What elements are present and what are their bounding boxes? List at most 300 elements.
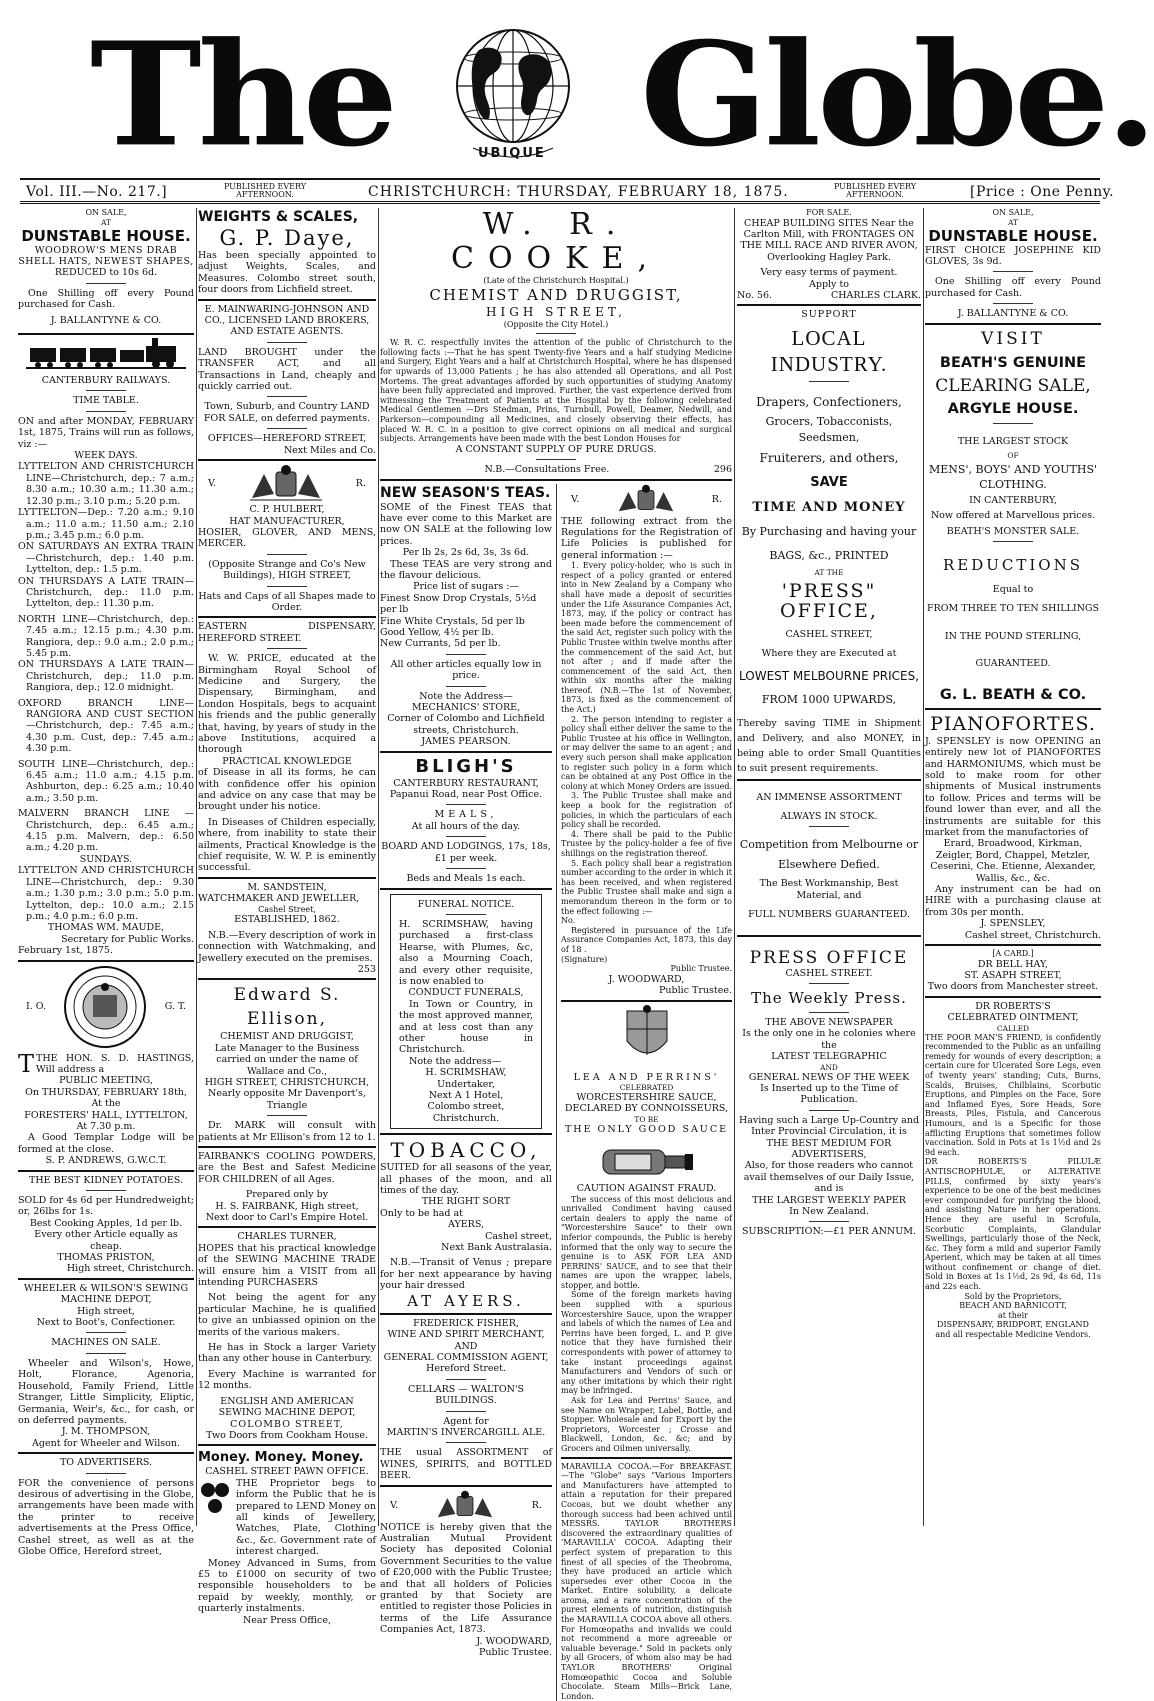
hire-terms: Any instrument can be had on HIRE with a purchasing clause at from 30s per month.: [925, 883, 1101, 918]
dunstable-house-heading: DUNSTABLE HOUSE.: [21, 226, 191, 245]
sandstein-name: M. SANDSTEIN,: [247, 881, 327, 893]
maude-date: February 1st, 1875.: [18, 945, 113, 957]
proprietor-text: THE Proprietor begs to inform the Public that he is prepared to LEND Money on all kinds of Jewellery, Watches, Plate, Clothing &c., &c. Government rate of interest charged.: [236, 1477, 376, 1558]
sugar-4: New Currants, 5d per lb.: [380, 638, 501, 650]
price-text: W. W. PRICE, educated at the Birmingham Royal School of Medicine and Surgery, the Dispensary, Birmingham, and London Hospitals, begs to acquaint his friends and the public generally that, having, by years of study in the above Institutions, acquired a thorough: [198, 653, 376, 756]
foresters-hall: FORESTERS' HALL, LYTTELTON,: [24, 1109, 188, 1121]
beaths-genuine: BEATH'S GENUINE: [939, 354, 1087, 371]
teas-text: SOME of the Finest TEAS that have ever come to this Market are now ON SALE at the following low prices.: [380, 501, 552, 547]
next-bank: Next Bank Australasia.: [441, 1242, 552, 1254]
spensley-address: Cashel street, Christchurch.: [964, 929, 1101, 941]
card-label: [A CARD.]: [992, 949, 1034, 958]
in-new-zealand: In New Zealand.: [789, 1206, 869, 1217]
sugars-heading: Price list of sugars :—: [413, 581, 519, 593]
tobacco-text: SUITED for all seasons of the year, all phases of the moon, and all times of the day.: [380, 1162, 552, 1197]
column-rule: [734, 208, 735, 1526]
column-4: [737, 208, 921, 1526]
note-address-2: Note the address—: [409, 1055, 502, 1067]
only-had: Only to be had at: [380, 1207, 463, 1219]
local-industry: LOCAL INDUSTRY.: [770, 325, 888, 376]
offices: OFFICES—HEREFORD STREET,: [207, 433, 367, 445]
marvellous-prices: Now offered at Marvellous prices.: [930, 510, 1096, 522]
at-the: AT THE: [814, 567, 844, 577]
cooke-text: W. R. C. respectfully invites the attention of the public of Christchurch to the following facts :—That he has spent Twenty-five Years and a half studying Medicine and Surgery, Eight Years and a half at Christchurch Hospital, where he has dispensed for upwards of 13,000 Patients ; he has also attended all Operations, and all Post Mortems. The great advantages afforded by such opportunities of studying Anatomy have been fully appreciated and improved. Further, the vast experience derived from witnessing the Treatment of Patients at the Hospital by the following celebrated Medical Gentlemen —Drs Stedman, Prins, Turnbull, Powell, Deamer, Nedwill, and Parkerson—compounding all Medicines, and closely observing their effects, has placed W. R. C. in a position to give correct opinions on all medical and surgical subjects. Arrangements have been made with the best London Houses for: [380, 338, 732, 444]
conduct-funerals: CONDUCT FUNERALS,: [408, 987, 524, 999]
royal-arms-icon: [611, 484, 681, 516]
other-articles: Every other Article equally as cheap.: [34, 1229, 178, 1252]
regulation-1: 1. Every policy-holder, who is such in respect of a policy granted or entered into in New Zealand by a Company who shall have made a deposit of securities under the Life Assurance Companies Act, 1873, may, if the policy or contract has been made before the commencement of the said Act, register such policy with the Public Trustee within twelve months after the commencement of the said Act, but not after ; and if made after the commencement of the said Act, then within six months after the making thereof. (N.B.—The 1st of November, 1873, is fixed as the commencement of the Act.): [561, 561, 732, 715]
land-text: LAND BROUGHT under the TRANSFER ACT, and all Transactions in Land, cheaply and quickly carried out.: [198, 346, 376, 393]
called: CALLED: [996, 1023, 1030, 1033]
reg-no: No.: [561, 916, 576, 926]
woodward-signature: J. WOODWARD,: [476, 1635, 552, 1647]
cooke-heading: W. R. COOKE,: [451, 207, 661, 276]
wine-spirit: WINE AND SPIRIT MERCHANT, AND: [387, 1329, 545, 1352]
iogt-right: G. T.: [164, 1000, 186, 1012]
cashel-street: Cashel Street,: [258, 904, 316, 914]
easy-terms: Very easy terms of payment.: [760, 267, 898, 279]
tobacco-heading: TOBACCO,: [390, 1138, 542, 1163]
hulbert-name: C. P. HULBERT,: [249, 504, 325, 516]
next-a1-hotel: Next A 1 Hotel,: [428, 1090, 504, 1101]
turner-name: CHARLES TURNER,: [237, 1231, 337, 1243]
daye-name: G. P. Daye,: [219, 226, 355, 250]
column-rule: [923, 208, 924, 1526]
lyttelton-dep: LYTTELTON—Dep.: 7.20 a.m.; 9.10 a.m.; 11.0 a.m.; 11.50 a.m.; 2.10 p.m.; 3.45 p.m.; 6.0 p.m.: [18, 507, 194, 541]
immense-assortment: AN IMMENSE ASSORTMENT: [756, 791, 902, 803]
above-newspaper: THE ABOVE NEWSPAPER: [765, 1016, 893, 1028]
templar-seal-icon: [63, 965, 147, 1049]
three-to-ten: FROM THREE TO TEN SHILLINGS: [926, 603, 1100, 615]
railways-heading: CANTERBURY RAILWAYS.: [41, 375, 171, 387]
manchester-street: Two doors from Manchester street.: [927, 981, 1099, 993]
thereby-saving: Thereby saving TIME in Shipment and Delivery, and also MONEY, in being able to order Small Quantities to suit present requirements.: [737, 717, 921, 774]
competition: Competition from Melbourne or: [739, 838, 919, 852]
bligh-heading: BLIGH'S: [415, 755, 517, 777]
chemist-druggist: CHEMIST AND DRUGGIST,: [429, 285, 683, 304]
sold-by: Sold by the Proprietors,: [964, 1291, 1062, 1301]
english-american: ENGLISH AND AMERICAN SEWING MACHINE DEPOT,: [218, 1395, 356, 1419]
town-land: Town, Suburb, and Country LAND FOR SALE, on deferred payments.: [203, 401, 371, 424]
dispensary: DISPENSARY, BRIDPORT, ENGLAND: [937, 1320, 1089, 1330]
masthead: [0, 0, 1154, 179]
best-medium: THE BEST MEDIUM FOR ADVERTISERS,: [766, 1137, 892, 1160]
in-canterbury: IN CANTERBURY,: [969, 494, 1057, 506]
at-label: AT: [101, 217, 111, 227]
dr-bell-hay: DR BELL HAY,: [977, 958, 1049, 970]
price: [Price : One Penny.: [970, 184, 1115, 200]
celebrated-ointment: CELEBRATED OINTMENT,: [947, 1012, 1079, 1024]
divider: [86, 283, 126, 284]
scrimshaw-text: H. SCRIMSHAW, having purchased a first-class Hearse, with Plumes, &c, also a Mourning Coach, and every other requisite, is now enabled to: [399, 918, 533, 987]
elsewhere-defied: Elsewhere Defied.: [778, 857, 880, 871]
dateline: [20, 178, 1115, 204]
hosier: HOSIER, GLOVER, AND MENS, MERCER.: [198, 526, 376, 550]
to-be: TO BE: [634, 1114, 659, 1124]
public-trustee-2: Public Trustee.: [670, 964, 732, 974]
sundays-heading: SUNDAYS.: [79, 853, 133, 865]
volume-number: Vol. III.—No. 217.]: [26, 184, 168, 200]
on-sale-label-2: ON SALE,: [992, 208, 1034, 217]
warranted: Every Machine is warranted for 12 months.: [198, 1368, 376, 1392]
clothing: CLOTHING.: [979, 478, 1047, 492]
pianofortes-heading: PIANOFORTES.: [930, 712, 1096, 735]
vr3-v: V.: [571, 493, 580, 505]
of-label: OF: [1007, 451, 1019, 461]
dr-mark: Dr. MARK will consult with patients at Mr Ellison's from 12 to 1.: [198, 1120, 376, 1143]
lowest-prices: LOWEST MELBOURNE PRICES,: [739, 668, 919, 683]
late-manager: Late Manager to the Business carried on under the name of Wallace and Co.,: [214, 1042, 360, 1077]
vr3-r: R.: [711, 493, 722, 505]
by-purchasing: By Purchasing and having your: [741, 524, 917, 538]
subscription: SUBSCRIPTION:—£1 PER ANNUM.: [742, 1226, 916, 1238]
registered-form: Registered in pursuance of the Life Assurance Companies Act, 1873, this day of 18 .: [561, 925, 732, 954]
lea-perrins-crest-icon: [617, 1005, 677, 1069]
royal-arms-row: [198, 464, 376, 504]
hereford-street: Hereford Street.: [426, 1363, 506, 1375]
high-street: High street,: [77, 1305, 135, 1317]
masthead-motto: UBIQUE: [478, 146, 546, 161]
press-office: 'PRESS" OFFICE,: [780, 579, 878, 622]
lea-perrins: LEA AND PERRINS': [573, 1071, 720, 1083]
masthead-title-right: Globe.: [640, 11, 1154, 179]
reduced-price: REDUCED to 10s 6d.: [54, 267, 158, 279]
colombo-chch: Colombo street, Christchurch.: [427, 1101, 505, 1124]
argyle-house: ARGYLE HOUSE.: [947, 400, 1079, 417]
only-one: Is the only one in he colonies where the: [742, 1028, 916, 1051]
timetable-intro: ON and after MONDAY, FEBRUARY 1st, 1875, Trains will run as follows, viz :—: [18, 415, 194, 450]
reductions: REDUCTIONS: [942, 556, 1084, 575]
ballantyne-signature: J. BALLANTYNE & CO.: [50, 314, 162, 326]
cashel-street-2: CASHEL STREET.: [785, 967, 873, 979]
ballantyne-2: J. BALLANTYNE & CO.: [957, 308, 1069, 320]
colombo-street: COLOMBO STREET,: [230, 1418, 344, 1430]
foreign-markets: Some of the foreign markets having been supplied with a spurious Worcestershire Sauce, upon the wrapper and labels of which the names of Lea and Perrins have been forged, L. and P. give notice that they have furnished their correspondents with power of attorney to take instant proceedings against Manufacturers and Vendors of such or any other imitations by which their right may be infringed.: [561, 1290, 732, 1396]
support: SUPPORT: [801, 309, 857, 321]
amp-notice: NOTICE is hereby given that the Australian Mutual Provident Society has deposited Colonial Government Securities to the value of £20,000 with the Public Trustee; and that all holders of Policies granted by that Society are entitled to register those Policies in terms of the Life Assurance Companies Act, 1873.: [380, 1521, 552, 1636]
thursdays-train-north: ON THURSDAYS A LATE TRAIN—Christchurch, dep.; 11.0 p.m. Rangiora, dep.; 12.0 midnight.: [18, 659, 194, 694]
pawn-balls-icon: [198, 1478, 232, 1518]
sauce-bottle-icon: [597, 1138, 697, 1180]
column-3-left: [380, 484, 556, 1701]
thursdays-train: ON THURSDAYS A LATE TRAIN—Christchurch, dep.: 11.0 p.m. Lyttelton, dep.: 11.30 p.m.: [18, 575, 194, 610]
usual-assortment: THE usual ASSORTMENT of WINES, SPIRITS, and BOTTLED BEER.: [380, 1447, 552, 1482]
latest-telegraphic: LATEST TELEGRAPHIC: [771, 1051, 887, 1063]
regulation-3: 3. The Public Trustee shall make and keep a book for the registration of policies, in which the particulars of each policy shall be recorded.: [561, 791, 732, 830]
guaranteed: GUARANTEED.: [975, 658, 1051, 670]
practical-knowledge: PRACTICAL KNOWLEDGE: [222, 755, 352, 767]
regulation-2: 2. The person intending to register a policy shall either deliver the same to the Public Trustee at his office in Wellington, or may deliver the same to an agent ; and every such person shall make application to register such policy in a form which can be obtained at any Post Office in the colony at which Money Orders are issued.: [561, 714, 733, 791]
pound-sterling: IN THE POUND STERLING,: [944, 630, 1082, 642]
city-date: CHRISTCHURCH: THURSDAY, FEBRUARY 18, 1875.: [368, 184, 789, 200]
ellison-name: Edward S. Ellison,: [233, 985, 341, 1030]
declared-connoisseurs: DECLARED BY CONNOISSEURS,: [564, 1103, 729, 1115]
equal-to: Equal to: [992, 584, 1034, 596]
at-ayers: AT AYERS.: [407, 1291, 525, 1310]
largest-weekly: THE LARGEST WEEKLY PAPER: [752, 1194, 906, 1206]
train-icon: [26, 338, 186, 372]
lyttelton-line: LYTTELTON AND CHRISTCHURCH LINE—Christchurch, dep.: 7 a.m.; 8.30 a.m.; 10.30 a.m.; 11.30 a.m.; 12.30 p.m.; 3.10 p.m.; 5.20 p.m.: [18, 461, 194, 507]
regulation-4: 4. There shall be paid to the Public Trustee by the policy-holder a fee of five shillings on the registration thereof.: [561, 829, 732, 858]
oxford-branch: OXFORD BRANCH LINE—RANGIORA AND CUST SECTION—Christchurch, dep.: 7.45 a.m.; 4.30 p.m. Cust, dep.: 7.45 a.m.; 4.30 p.m.: [18, 697, 194, 755]
clark-row: [737, 290, 921, 301]
hats-caps: Hats and Caps of all Shapes made to Order.: [198, 590, 376, 613]
piano-makers: Erard, Broadwood, Kirkman, Zeigler, Bord, Chappel, Metzler, Ceserini, Che. Etienne, Alexander, Wallis, &c., &c.: [930, 838, 1096, 884]
pure-drugs: A CONSTANT SUPPLY OF PURE DRUGS.: [455, 443, 657, 455]
consultations-row: [380, 464, 732, 475]
save: SAVE: [810, 474, 848, 490]
maravilla-cocoa: MARAVILLA COCOA.—For BREAKFAST.—The "Globe" says "Various Importers and Manufacturers have attempted to attain a reputation for their prepared Cocoas, but we doubt whether any thorough success had been achived until MESSRS. TAYLOR BROTHERS discovered the extraordinary qualities of 'MARAVILLA' COCOA. Adapting their perfect system of preparation to this finest of all species of the Theobroma, they have produced an article which supersedes ever other Cocoa in the Market. Entire solubility, a delicate aroma, and a rare concentration of the purest elements of nutrition, distinguish the MARAVILLA COCOA above all others. For Homœopaths and invalids we could not recommend a more agreeable or valuable beverage." Sold in packets only by all Grocers, of whom also may be had TAYLOR BROTHERS' Original Homœopathic Cocoa and Soluble Chocolate. Steam Mills—Brick Lane, London.: [561, 1461, 732, 1701]
shilling-off-2: One Shilling off every Pound purchased for Cash.: [925, 276, 1101, 299]
martin-ale: MARTIN'S INVERCARGILL ALE.: [386, 1426, 546, 1438]
from-1000: FROM 1000 UPWARDS,: [761, 692, 897, 706]
column-2: [198, 208, 376, 1626]
published-note-right: PUBLISHED EVERY AFTERNOON.: [833, 182, 917, 199]
nb-number: 253: [357, 963, 376, 975]
potatoes-heading: THE BEST KIDNEY POTATOES.: [29, 1174, 183, 1186]
mainwaring-heading: E. MAINWARING-JOHNSON AND CO., LICENSED LAND BROKERS, AND ESTATE AGENTS.: [204, 303, 370, 338]
malvern-branch: MALVERN BRANCH LINE — Christchurch, dep.: 6.45 a.m.; 4.15 p.m. Malvern, dep.: 6.50 a.m.; 4.20 p.m.: [18, 808, 194, 854]
priston-name: THOMAS PRISTON,: [57, 1252, 155, 1264]
beach-barnicott: BEACH AND BARNICOTT,: [959, 1301, 1067, 1311]
thompson-title: Agent for Wheeler and Wilson.: [32, 1437, 180, 1449]
column-3-split: [380, 484, 732, 1701]
at-label-2: AT: [1008, 217, 1018, 227]
per-lb: Per lb 2s, 2s 6d, 3s, 3s 6d.: [402, 547, 530, 559]
in-stock: He has in Stock a larger Variety than any other house in Canterbury.: [198, 1342, 376, 1365]
maude-signature: THOMAS WM. MAUDE,: [47, 922, 165, 934]
templar-lodge: A Good Templar Lodge will be formed at the close.: [18, 1132, 194, 1155]
masthead-title-left: The: [90, 11, 395, 179]
column-3: [380, 207, 733, 1701]
monster-sale: BEATH'S MONSTER SALE.: [946, 525, 1080, 537]
time-and-money: TIME AND MONEY: [752, 499, 906, 515]
cooke-number: 296: [713, 464, 732, 476]
consultations-free: N.B.—Consultations Free.: [484, 464, 610, 476]
spensley-name: J. SPENSLEY,: [980, 918, 1046, 930]
column-5: [925, 208, 1101, 1526]
sugar-1: Finest Snow Drop Crystals, 5½d per lb: [380, 592, 537, 616]
saturdays-train: ON SATURDAYS AN EXTRA TRAIN—Christchurch, dep.: 1.40 p.m. Lyttelton, dep.: 1.5 p.m.: [18, 541, 194, 576]
all-hours: At all hours of the day.: [411, 820, 521, 832]
where-executed: Where they are Executed at: [761, 648, 897, 660]
prepared-by: Prepared only by: [245, 1189, 329, 1201]
fisher-name: FREDERICK FISHER,: [413, 1317, 519, 1329]
offices-next: Next Miles and Co.: [283, 444, 376, 456]
next-carl: Next door to Carl's Empire Hotel.: [205, 1212, 369, 1223]
teas-strong: These TEAS are very strong and the flavour delicious.: [380, 558, 552, 581]
ayers: AYERS,: [447, 1219, 485, 1231]
public-meeting: PUBLIC MEETING,: [59, 1075, 153, 1087]
late-hospital: (Late of the Christchurch Hospital.): [483, 276, 629, 285]
clark-signature: CHARLES CLARK.: [830, 290, 921, 302]
at-their: at their: [997, 1310, 1028, 1320]
drapers: Drapers, Confectioners,: [756, 394, 902, 409]
hastings-address: TTHE HON. S. D. HASTINGS, Will address a: [18, 1049, 194, 1078]
roberts-pills: DR ROBERTS'S PILULÆ ANTISCROPHULÆ, or ALTERATIVE PILLS, confirmed by sixty years's experience to be one of the best medicines ever compounded for purifying the blood, and assisting Nature in her operations. Hence they are useful in Scrofula, Scorbutic Complaints, Glandular Swellings, particularly those of the Neck, &c. They form a mild and superior Family Aperient, which may be taken at all times without confinement or change of diet. Sold in Boxes at 1s 1½d, 2s 9d, 4s 6d, 11s and 22s each.: [925, 1157, 1101, 1292]
maude-title: Secretary for Public Works.: [61, 933, 194, 945]
column-rule: [378, 208, 379, 1526]
column-rule: [196, 208, 197, 1526]
cooking-apples: Best Cooking Apples, 1d per lb.: [29, 1217, 183, 1229]
teas-heading: NEW SEASON'S TEAS.: [380, 484, 551, 501]
south-line: SOUTH LINE—Christchurch, dep.: 6.45 a.m.; 11.0 a.m.; 4.15 p.m. Ashburton, dep.: 6.25 a.m.; 10.40 a.m.; 3.50 p.m.: [18, 758, 194, 804]
pearson-signature: JAMES PEARSON.: [421, 736, 511, 748]
thompson-name: J. M. THOMPSON,: [61, 1426, 151, 1438]
machines-heading: MACHINES ON SALE.: [51, 1337, 161, 1349]
iogt-emblem-row: [18, 965, 194, 1049]
meeting-date: On THURSDAY, FEBRUARY 18th,: [25, 1086, 187, 1098]
money-heading: Money. Money. Money.: [198, 1450, 364, 1466]
dunstable-house-heading-2: DUNSTABLE HOUSE.: [928, 226, 1098, 245]
north-line: NORTH LINE—Christchurch, dep.: 7.45 a.m.; 12.15 p.m.; 4.30 p.m. Rangiora, dep.: 9.0 a.m.; 2.0 p.m.; 5.45 p.m.: [18, 613, 194, 659]
on-sale-label: ON SALE,: [85, 208, 127, 217]
and-label: AND: [820, 1062, 838, 1072]
meeting-time: At 7.30 p.m.: [76, 1120, 136, 1132]
sugar-3: Good Yellow, 4½ per lb.: [380, 627, 494, 638]
caution-heading: CAUTION AGAINST FRAUD.: [576, 1183, 717, 1195]
public-trustee-3: Public Trustee.: [659, 985, 732, 997]
woodrow-hats: WOODROW'S MENS DRAB SHELL HATS, NEWEST SHAPES,: [18, 244, 194, 267]
established: ESTABLISHED, 1862.: [234, 914, 340, 926]
sunday-lyttelton: LYTTELTON AND CHRISTCHURCH LINE—Christchurch, dep.: 9.30 a.m.; 1.30 p.m.; 3.0 p.m.; 5.0 p.m. Lyttelton, dep.: 10.0 a.m.; 2.15 p.m.; 4.0 p.m.; 6.0 p.m.: [18, 865, 194, 922]
iogt-left: I. O.: [26, 1000, 47, 1012]
money-advanced: Money Advanced in Sums, from £5 to £1000 on security of two responsible householders to be repaid by weekly, monthly, or quarterly instalments.: [198, 1557, 376, 1615]
mens-boys: MENS', BOYS' AND YOUTHS': [928, 463, 1098, 477]
turner-hopes: HOPES that his practical knowledge of the SEWING MACHINE TRADE will ensure him a VISIT from all intending PURCHASERS: [198, 1242, 376, 1289]
ask-for: Ask for Lea and Perrins' Sauce, and see Name on Wrapper, Label, Bottle, and Stopper. Wholesale and for Export by the Proprietors, Worcester ; Crosse and Blackwell, London, &c. &c; and by Grocers and Oilmen universally.: [561, 1396, 732, 1453]
grocers: Grocers, Tobacconists, Seedsmen,: [765, 414, 893, 444]
near-press: Near Press Office,: [242, 1614, 332, 1626]
pawn-office: CASHEL STREET PAWN OFFICE.: [205, 1466, 369, 1478]
at-the-label: At the: [91, 1098, 121, 1110]
medicine-vendors: and all respectable Medicine Vendors.: [935, 1330, 1091, 1340]
disease-text: of Disease in all its forms, he can with confidence offer his opinion and advice on any case that may be brought under his notice.: [198, 767, 376, 813]
daye-text: Has been specially appointed to adjust Weights, Scales, and Measures. Colombo street south, four doors from Lichfield street.: [198, 250, 376, 296]
hat-manufacturer: HAT MANUFACTURER,: [229, 515, 345, 527]
agent-for: Agent for: [443, 1415, 489, 1427]
hastings-text: THE HON. S. D. HASTINGS, Will address a: [36, 1052, 194, 1075]
andrews-signature: S. P. ANDREWS, G.W.C.T.: [45, 1155, 167, 1167]
not-being-agent: Not being the agent for any particular Machine, he is qualified to give an unbiassed opinion on the merits of the various makers.: [198, 1292, 376, 1338]
celebrated: CELEBRATED: [619, 1082, 674, 1092]
only-good-sauce: THE ONLY GOOD SAUCE: [564, 1123, 729, 1135]
cashel-street: CASHEL STREET,: [785, 628, 873, 640]
funeral-heading: FUNERAL NOTICE.: [417, 898, 515, 910]
royal-arms-row-3: [561, 484, 732, 516]
weekdays-heading: WEEK DAYS.: [74, 450, 138, 462]
all-other-articles: All other articles equally low in price.: [390, 658, 542, 682]
weights-heading: WEIGHTS & SCALES,: [198, 209, 359, 225]
st-asaph: ST. ASAPH STREET,: [964, 970, 1062, 981]
fairbank-powders: FAIRBANK'S COOLING POWDERS, are the Best and Safest Medicine FOR CHILDREN of all Ages.: [198, 1150, 376, 1185]
potatoes-price: SOLD for 4s 6d per Hundredweight; or, 26lbs for 1s.: [18, 1195, 194, 1218]
corner-colombo: Corner of Colombo and Lichfield streets, Christchurch.: [387, 713, 545, 736]
fruiterers: Fruiterers, and others,: [759, 450, 899, 465]
next-to-boot: Next to Boot's, Confectioner.: [36, 1317, 176, 1329]
note-address: Note the Address—: [419, 690, 513, 702]
public-trustee-title: Public Trustee.: [479, 1647, 552, 1659]
woodward-2: J. WOODWARD,: [608, 973, 685, 985]
royal-arms-row-2: [380, 1490, 552, 1522]
vr2-r: R.: [531, 1499, 542, 1511]
funeral-notice-box: [390, 894, 542, 1130]
vr-r: R.: [355, 478, 366, 490]
column-3-right: [556, 484, 732, 1701]
workmanship: The Best Workmanship, Best Material, and: [759, 878, 899, 901]
transit-venus: N.B.—Transit of Venus ; prepare for her next appearance by having your hair dressed: [380, 1257, 552, 1292]
beds-meals: Beds and Meals 1s each.: [406, 873, 526, 885]
cellars: CELLARS — WALTON'S BUILDINGS.: [407, 1383, 525, 1407]
worcestershire-sauce: WORCESTERSHIRE SAUCE,: [576, 1091, 717, 1103]
timetable-heading: TIME TABLE.: [73, 395, 139, 407]
high-street-chch: HIGH STREET, CHRISTCHURCH,: [204, 1076, 370, 1088]
apply-to: Apply to: [809, 278, 849, 290]
commission-agent: GENERAL COMMISSION AGENT,: [383, 1351, 549, 1363]
for-sale: FOR SALE.: [806, 208, 852, 217]
spensley-text: J. SPENSLEY is now OPENING an entirely new lot of PIANOFORTES and HARMONIUMS, which must be sold to make room for other shipments of Musical instruments to follow. Prices and terms will be found lower than ever, and all the instruments are suitable for this market from the manufactories of: [925, 735, 1101, 838]
largest-stock: THE LARGEST STOCK: [957, 435, 1069, 447]
nb-watch: N.B.—Every description of work in connection with Watchmaking, and Jewellery executed on the premises.: [198, 929, 376, 964]
advertisers-text: FOR the convenience of persons desirous of advertising in the Globe, arrangements have been made with the printer to receive advertisements at the Press Office, Cashel street, as well as at the Globe Office, Hereford street,: [18, 1477, 194, 1557]
caution-text: The success of this most delicious and unrivalled Condiment having caused certain dealers to apply the name of "Worcestershire Sauce" to their own inferior compounds, the Public is hereby informed that the only way to secure the genuine is to ASK FOR LEA AND PERRINS' SAUCE, and to see that their names are upon the wrapper, labels, stopper, and bottle.: [561, 1194, 732, 1290]
dr-roberts: DR ROBERTS'S: [975, 1000, 1051, 1012]
nearly-opposite: Nearly opposite Mr Davenport's, Triangle: [208, 1088, 366, 1111]
priston-address: High street, Christchurch.: [66, 1263, 194, 1275]
opposite-strange: (Opposite Strange and Co's New Buildings), HIGH STREET,: [208, 558, 366, 582]
building-sites: CHEAP BUILDING SITES Near the Carlton Mill, with FRONTAGES ON THE MILL RACE AND RIVER AVON, Overlooking Hagley Park.: [740, 217, 918, 263]
vr-v: V.: [208, 478, 217, 490]
in-town: In Town or Country, in the most approved manner, and at less cost than any other house in Christchurch.: [399, 998, 533, 1056]
scrimshaw-undertaker: H. SCRIMSHAW, Undertaker,: [425, 1067, 507, 1090]
visit: VISIT: [981, 328, 1045, 349]
royal-arms-icon: [430, 1490, 500, 1522]
fairbank-address: H. S. FAIRBANK, High street,: [215, 1200, 359, 1212]
advertisers-heading: TO ADVERTISERS.: [59, 1457, 153, 1469]
press-office-2: PRESS OFFICE: [749, 947, 909, 968]
board-lodgings: BOARD AND LODGINGS, 17s, 18s, £1 per week.: [381, 841, 551, 864]
inserted: Is Inserted up to the Time of Publication.: [760, 1082, 898, 1106]
ad-number: No. 56.: [737, 290, 773, 302]
weekly-press: The Weekly Press.: [751, 988, 907, 1007]
signature: (Signature): [561, 954, 608, 964]
bligh-restaurant: CANTERBURY RESTAURANT,: [393, 777, 539, 789]
sugar-2: Fine White Crystals, 5d per lb: [380, 615, 525, 627]
full-numbers: FULL NUMBERS GUARANTEED.: [748, 909, 910, 921]
first-choice-gloves: FIRST CHOICE JOSEPHINE KID GLOVES, 3s 9d.: [925, 244, 1101, 267]
high-street-heading: HIGH STREET,: [486, 304, 626, 319]
papanui-road: Papanui Road, near Post Office.: [389, 789, 543, 801]
royal-arms-icon: [246, 464, 326, 504]
regulation-5: 5. Each policy shall bear a registration number according to the order in which it has been received, and when registered the Public Trustee shall make and sign a memorandum thereon in the form or to the effect following :—: [561, 858, 732, 916]
shilling-off-notice: One Shilling off every Pound purchased for Cash.: [18, 287, 194, 311]
clearing-sale: CLEARING SALE,: [935, 375, 1091, 396]
machines-list: Wheeler and Wilson's, Howe, Holt, Florance, Agenoria, Household, Family Friend, Little Stranger, Little Simplicity, Eliptic, Germania, Weir's, &c., for cash, or on deferred payments.: [18, 1357, 194, 1426]
regulations-extract: THE following extract from the Regulations for the Registration of Life Policies is published for general information :—: [561, 515, 732, 561]
published-note-left: PUBLISHED EVERY AFTERNOON.: [223, 182, 307, 199]
children-text: In Diseases of Children especially, where, from inability to state their ailments, Practical Knowledge is the chief requisite, W. W. P. is eminently successful.: [198, 816, 376, 874]
general-news: GENERAL NEWS OF THE WEEK: [748, 1071, 910, 1083]
bags-printed: BAGS, &c., PRINTED: [769, 548, 889, 562]
right-sort: THE RIGHT SORT: [421, 1196, 511, 1208]
always-in-stock: ALWAYS IN STOCK.: [780, 811, 878, 823]
pawn-body: [198, 1478, 376, 1558]
beath-co: G. L. BEATH & CO.: [939, 686, 1087, 703]
having-large: Having such a Large Up-Country and Inter Provincial Circulation, it is: [738, 1114, 920, 1138]
mechanics-store: MECHANICS' STORE,: [411, 702, 521, 714]
vr2-v: V.: [390, 1499, 399, 1511]
wheeler-heading: WHEELER & WILSON'S SEWING MACHINE DEPOT,: [23, 1282, 189, 1306]
